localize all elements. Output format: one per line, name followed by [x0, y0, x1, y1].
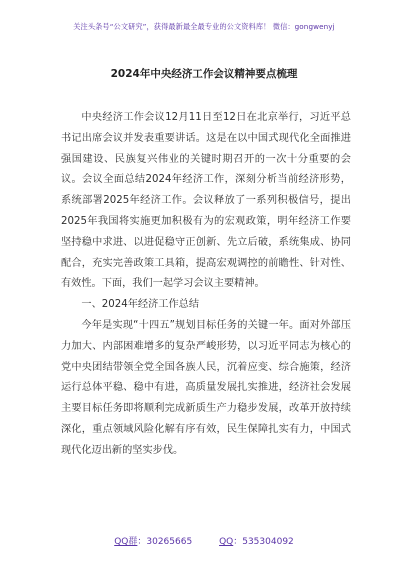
qq-group-label: QQ群	[114, 537, 138, 547]
qq-group-number: ：30265665	[137, 537, 193, 547]
intro-paragraph: 中央经济工作会议12月11日至12日在北京举行，习近平总书记出席会议并发表重要讲话。这是在以中国式现代化全面推进强国建设、民族复兴伟业的关键时期召开的一次十分重要的会议。会议全面总结2024年经济工作，深刻分析当前经济形势，系统部署2025年经济工作。会议释放了一系列积极信号，提出2025年我国将实施更加积极有为的宏观政策，明年经济工作要坚持稳中求进、以进促稳守正创新、先立后破，系统集成、协同配合，充实完善政策工具箱，提高宏观调控的前瞻性、针对性、有效性。下面，我们一起学习会议主要精神。	[61, 112, 351, 290]
top-banner-text: 关注头条号“公文研究”，获得最新最全最专业的公文资料库！ 微信：gongwenyj	[73, 22, 335, 31]
footer-contact	[0, 534, 408, 547]
section-paragraph: 今年是实现“十四五”规划目标任务的关键一年。面对外部压力加大、内部困难增多的复杂严峻形势，以习近平同志为核心的党中央团结带领全党全国各族人民，沉着应变、综合施策，经济运行总体平稳、稳中有进，高质量发展扎实推进，经济社会发展主要目标任务即将顺利完成新质生产力稳步发展，改革开放持续深化，重点领域风险化解有序有效，民生保障扎实有力，中国式现代化迈出新的坚实步伐。	[61, 319, 351, 456]
qq-contact-info	[219, 534, 294, 547]
qq-label: QQ	[219, 537, 234, 547]
page-title: 2024年中央经济工作会议精神要点梳理	[110, 68, 298, 80]
qq-number: ：535304092	[233, 537, 294, 547]
qq-group-info	[114, 534, 192, 547]
document-body	[61, 108, 351, 462]
section-heading: 一、2024年经济工作总结	[81, 299, 200, 311]
